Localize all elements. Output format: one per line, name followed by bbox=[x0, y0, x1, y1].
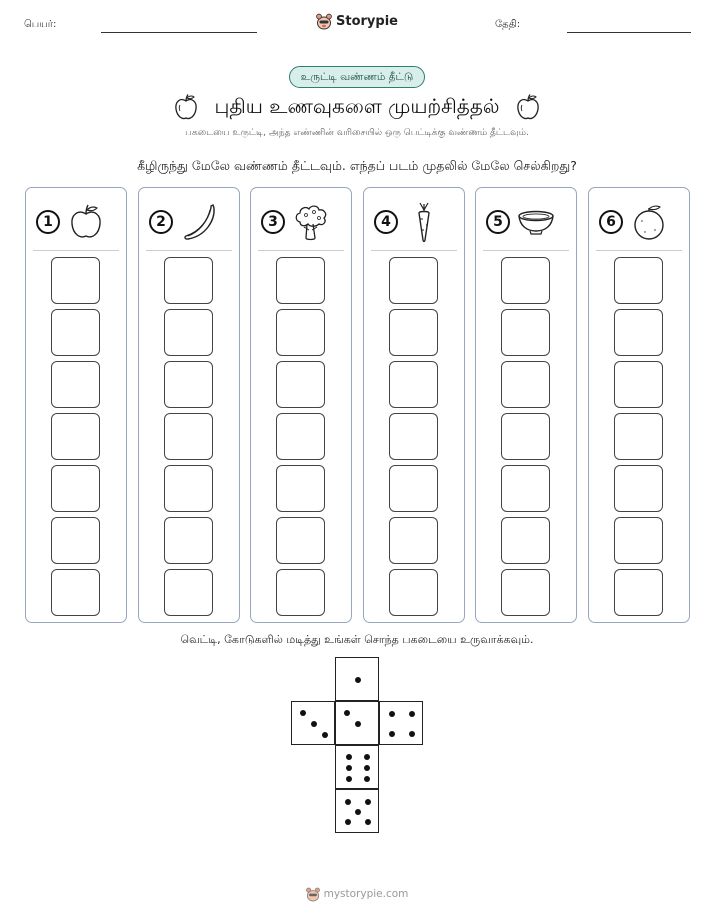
banana-icon bbox=[180, 202, 218, 242]
food-column-5 bbox=[475, 187, 577, 623]
die-pip bbox=[346, 754, 352, 760]
footer-url[interactable]: mystorypie.com bbox=[323, 888, 409, 900]
die-pip bbox=[364, 765, 370, 771]
brand-logo bbox=[0, 12, 714, 30]
date-line[interactable] bbox=[567, 32, 691, 33]
die-pip bbox=[344, 710, 350, 716]
instructions: பகடையை உருட்டி, அந்த எண்ணின் வரிசையில் ஒரு பெட்டிக்கு வண்ணம் தீட்டவும். bbox=[185, 128, 529, 138]
color-box[interactable] bbox=[276, 257, 325, 304]
storypie-mascot-icon bbox=[306, 886, 320, 902]
color-box[interactable] bbox=[614, 361, 663, 408]
color-box[interactable] bbox=[501, 257, 550, 304]
apple-icon bbox=[515, 93, 541, 121]
page-title: புதிய உணவுகளை முயற்சித்தல் bbox=[214, 93, 500, 118]
name-line[interactable] bbox=[101, 32, 257, 33]
die-pip bbox=[355, 809, 361, 815]
cut-instruction: வெட்டி, கோடுகளில் மடித்து உங்கள் சொந்த பகடையை உருவாக்கவும். bbox=[180, 633, 534, 646]
storypie-mascot-icon bbox=[316, 12, 332, 30]
column-number: 2 bbox=[149, 210, 173, 234]
die-pip bbox=[389, 711, 395, 717]
die-pip bbox=[409, 731, 415, 737]
color-box[interactable] bbox=[164, 257, 213, 304]
orange-icon bbox=[631, 203, 667, 241]
date-label: தேதி: bbox=[495, 19, 521, 30]
die-pip bbox=[389, 731, 395, 737]
activity-badge: உருட்டி வண்ணம் தீட்டு bbox=[289, 66, 425, 88]
color-box[interactable] bbox=[614, 257, 663, 304]
color-box[interactable] bbox=[501, 413, 550, 460]
color-box[interactable] bbox=[389, 517, 438, 564]
color-box[interactable] bbox=[164, 413, 213, 460]
color-box[interactable] bbox=[614, 517, 663, 564]
carrot-icon bbox=[409, 201, 439, 243]
color-box[interactable] bbox=[501, 309, 550, 356]
die-pip bbox=[346, 776, 352, 782]
column-divider bbox=[596, 250, 682, 251]
color-box[interactable] bbox=[614, 569, 663, 616]
column-number: 5 bbox=[486, 210, 510, 234]
brand-name: Storypie bbox=[336, 13, 398, 29]
color-box[interactable] bbox=[51, 465, 100, 512]
apple-icon bbox=[173, 93, 199, 121]
color-box[interactable] bbox=[276, 413, 325, 460]
die-face-center bbox=[335, 701, 379, 745]
die-pip bbox=[364, 754, 370, 760]
die-pip bbox=[365, 819, 371, 825]
color-box[interactable] bbox=[276, 309, 325, 356]
footer bbox=[0, 886, 714, 902]
die-pip bbox=[365, 799, 371, 805]
color-box[interactable] bbox=[389, 361, 438, 408]
die-pip bbox=[300, 710, 306, 716]
bowl-icon bbox=[516, 207, 556, 237]
column-number: 1 bbox=[36, 210, 60, 234]
die-pip bbox=[322, 732, 328, 738]
food-column-3 bbox=[250, 187, 352, 623]
column-divider bbox=[258, 250, 344, 251]
die-pip bbox=[345, 799, 351, 805]
color-box[interactable] bbox=[389, 257, 438, 304]
color-box[interactable] bbox=[51, 413, 100, 460]
die-face-4 bbox=[379, 701, 423, 745]
apple-icon bbox=[68, 203, 104, 241]
die-face-6 bbox=[335, 745, 379, 789]
die-face-1 bbox=[335, 657, 379, 701]
color-box[interactable] bbox=[389, 413, 438, 460]
color-box[interactable] bbox=[389, 569, 438, 616]
color-box[interactable] bbox=[501, 569, 550, 616]
die-pip bbox=[355, 721, 361, 727]
die-pip bbox=[364, 776, 370, 782]
die-pip bbox=[409, 711, 415, 717]
die-face-5 bbox=[335, 789, 379, 833]
food-column-1 bbox=[25, 187, 127, 623]
die-pip bbox=[355, 677, 361, 683]
color-box[interactable] bbox=[614, 309, 663, 356]
broccoli-icon bbox=[292, 202, 330, 242]
die-face-2 bbox=[291, 701, 335, 745]
column-divider bbox=[146, 250, 232, 251]
die-pip bbox=[345, 819, 351, 825]
color-box[interactable] bbox=[614, 465, 663, 512]
food-column-6 bbox=[588, 187, 690, 623]
color-box[interactable] bbox=[164, 569, 213, 616]
column-divider bbox=[483, 250, 569, 251]
color-box[interactable] bbox=[276, 465, 325, 512]
color-box[interactable] bbox=[501, 361, 550, 408]
question: கீழிருந்து மேலே வண்ணம் தீட்டவும். எந்தப் படம் முதலில் மேலே செல்கிறது? bbox=[137, 158, 577, 173]
food-column-2 bbox=[138, 187, 240, 623]
die-pip bbox=[311, 721, 317, 727]
color-box[interactable] bbox=[276, 569, 325, 616]
column-divider bbox=[33, 250, 119, 251]
color-box[interactable] bbox=[276, 517, 325, 564]
color-box[interactable] bbox=[389, 309, 438, 356]
color-box[interactable] bbox=[501, 465, 550, 512]
die-pip bbox=[346, 765, 352, 771]
color-box[interactable] bbox=[614, 413, 663, 460]
color-box[interactable] bbox=[164, 465, 213, 512]
color-box[interactable] bbox=[51, 517, 100, 564]
color-box[interactable] bbox=[164, 361, 213, 408]
color-box[interactable] bbox=[164, 517, 213, 564]
food-column-4 bbox=[363, 187, 465, 623]
color-box[interactable] bbox=[276, 361, 325, 408]
column-number: 3 bbox=[261, 210, 285, 234]
color-box[interactable] bbox=[51, 569, 100, 616]
column-divider bbox=[371, 250, 457, 251]
color-box[interactable] bbox=[51, 309, 100, 356]
color-box[interactable] bbox=[51, 257, 100, 304]
color-box[interactable] bbox=[501, 517, 550, 564]
color-box[interactable] bbox=[389, 465, 438, 512]
color-box[interactable] bbox=[51, 361, 100, 408]
column-number: 6 bbox=[599, 210, 623, 234]
color-box[interactable] bbox=[164, 309, 213, 356]
title-row bbox=[0, 91, 714, 123]
column-number: 4 bbox=[374, 210, 398, 234]
name-label: பெயர்: bbox=[24, 19, 57, 30]
